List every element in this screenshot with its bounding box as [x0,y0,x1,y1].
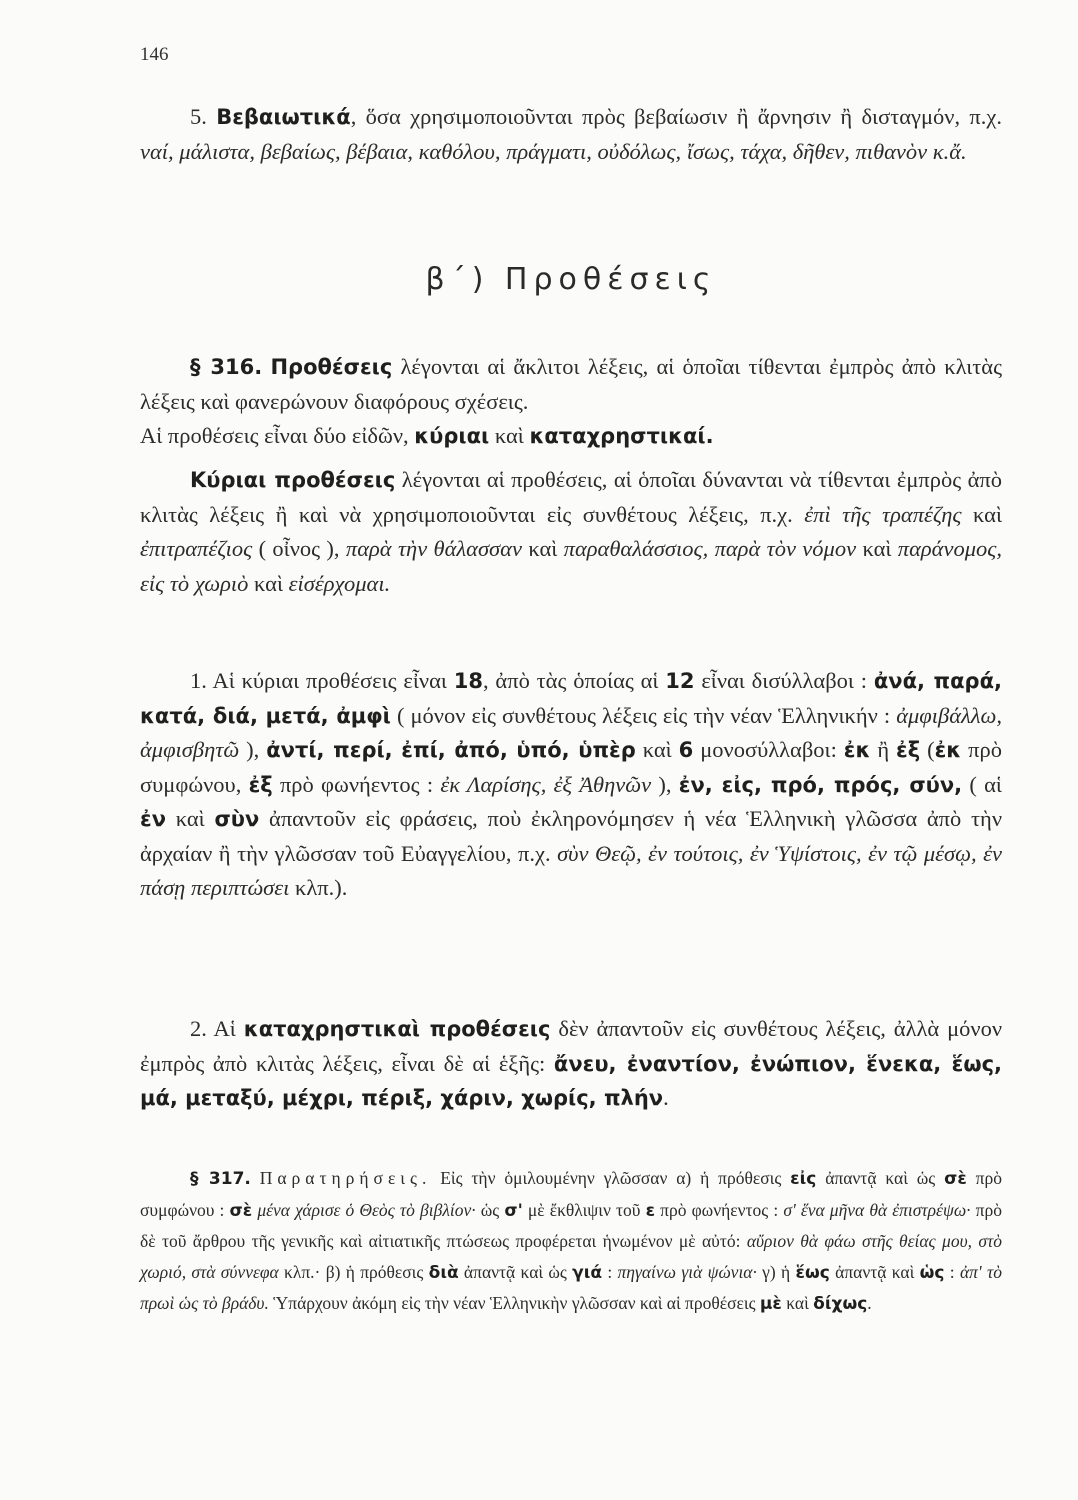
text: ὡς [475,1199,505,1220]
text: ἀπαντᾷ καὶ [829,1261,920,1282]
preposition-bold: δίχως [813,1294,868,1314]
preposition-bold: ἐξ [896,738,921,762]
example-italic: μένα χάρισε ὁ Θεὸς τὸ βιβλίον· [252,1199,476,1220]
text: ἀπαντᾷ καὶ ὡς [458,1261,573,1282]
disyllabic-list: ἀνά, παρά, κατά, διά, μετά, ἀμφὶ [140,669,1002,728]
text: πρὸ φωνήεντος : [655,1199,784,1220]
example-italic: πηγαίνω γιὰ ψώνια· [617,1261,757,1282]
text: ἀπαντᾷ καὶ ὡς [816,1168,945,1188]
text: πρὸ φωνήεντος : [272,771,441,797]
text: . [663,1085,669,1110]
text: ( αἱ [962,771,1002,797]
preposition-bold: εἰς [790,1169,817,1189]
text: κλπ.· β) ἡ πρόθεσις [278,1261,429,1282]
example-italic: ἐκ Λαρίσης, ἐξ Ἀθηνῶν [440,771,652,797]
example-italic: ἐπὶ τῆς τραπέζης [804,501,962,527]
definition-text: , ὅσα χρησιμοποιοῦνται πρὸς βεβαίωσιν ἢ ἄρνησιν ἢ δισταγμόν, π.χ. [350,104,1003,129]
item-number: 5. [190,104,217,129]
text: δὲν ἀπαντοῦν εἰς συνθέτους λέξεις, ἀλλὰ μόνον ἐμπρὸς ἀπὸ κλιτὰς λέξεις, εἶναι δὲ αἱ ἑξῆς: [140,1016,1003,1076]
text: Ὑπάρχουν ἀκόμη εἰς τὴν νέαν Ἑλληνικὴν γλῶσσαν καὶ αἱ προθέσεις [268,1293,760,1313]
paragraph-316 [140,350,1002,454]
section-5-affirmative-adverbs [140,100,1002,169]
text: μονοσύλλαβοι: [693,737,844,762]
page-number: 146 [140,44,169,65]
example-italic: ἀπ' τὸ πρωὶ ὡς τὸ βράδυ. [140,1261,1002,1313]
text: γ) ἡ [756,1261,796,1282]
letter-bold: ε [645,1200,656,1221]
example-italic: σ' ἕνα μῆνα θὰ ἐπιστρέψω· [783,1199,971,1220]
text: , ἀπὸ τὰς ὁποίας αἱ [482,668,666,693]
example-italic: αὔριον θὰ φάω στῆς θείας μου, στὸ χωριό, στὰ σύννεφα [140,1231,1002,1282]
definition-text: λέγονται αἱ ἄκλιτοι λέξεις, αἱ ὁποῖαι τίθενται ἐμπρὸς ἀπὸ κλιτὰς λέξεις καὶ φανερώνουν διαφόρους σχέσεις. [140,354,1003,414]
example-italic: παραθαλάσσιος, παρὰ τὸν νόμον [563,536,857,561]
preposition-bold: σ' [504,1200,523,1221]
text: ), [239,737,267,762]
term-bold: Προθέσεις [270,355,393,379]
preposition-bold: σὲ [944,1169,967,1189]
preposition-bold: γιά [572,1262,603,1283]
text: πρὸ δὲ τοῦ ἄρθρου τῆς γενικῆς καὶ αἰτιατικῆς πτώσεως προφέρεται ἡνωμένον μὲ αὐτό: [140,1199,1002,1251]
example-note: ( οἶνος ), [252,536,346,561]
text: : [602,1261,618,1282]
preposition-bold: ἐκ [843,738,871,762]
text: κλπ.). [289,875,348,900]
text: καὶ [781,1293,814,1313]
number-bold: 12 [665,669,695,693]
definition-text: λέγονται αἱ προθέσεις, αἱ ὁποῖαι δύνανται νὰ τίθενται ἐμπρὸς ἀπὸ κλιτὰς λέξεις ἢ καὶ νὰ χρησιμοποιοῦνται εἰς συνθέτους λέξεις, π.χ. [140,467,1002,527]
text: : [944,1261,960,1282]
preposition-bold: ἕως [795,1262,830,1283]
preposition-list-bold: ἄνευ, ἐναντίον, ἐνώπιον, ἕνεκα, ἕως, μά, μεταξύ, μέχρι, πέριξ, χάριν, χωρίς, πλήν [140,1051,1002,1110]
conjunction: καὶ [521,536,564,561]
example-italic: παράνομος, εἰς τὸ χωριὸ [140,536,1003,596]
examples-italic: ναί, μάλιστα, βεβαίως, βέβαια, καθόλου, πράγματι, οὐδόλως, ἴσως, τάχα, δῆθεν, πιθανὸν κ.ἄ. [140,138,967,164]
text: μὲ ἔκθλιψιν τοῦ [522,1199,646,1220]
text: ἀπαντοῦν εἰς φράσεις, ποὺ ἐκληρονόμησεν ἡ νέα Ἑλληνικὴ γλῶσσα ἀπὸ τὴν ἀρχαίαν ἢ τὴν γλῶσσαν τοῦ Εὐαγγελίου, π.χ. [140,806,1002,866]
disyllabic-list: ἀντί, περί, ἐπί, ἀπό, ὑπό, ὑπὲρ [266,738,636,762]
preposition-bold: ὡς [919,1262,945,1283]
example-italic: ἀμφιβάλλω, ἀμφισβητῶ [140,702,1003,762]
text: . [867,1293,872,1313]
conjunction: καὶ [489,423,530,448]
kind-katachristikai: καταχρηστικαί. [529,424,714,448]
example-italic: εἰσέρχομαι. [288,570,391,596]
conjunction: καὶ [961,501,1002,527]
text: Εἰς τὴν ὁμιλουμένην γλῶσσαν α) ἡ πρόθεσις [431,1168,791,1188]
section-heading: β΄) Προθέσεις [425,262,717,297]
preposition-bold: ἐκ [934,738,962,762]
conjunction: καὶ [856,536,898,561]
text: πρὸ συμφώνου : [140,1168,1003,1220]
section-mark: § 317. [190,1169,251,1189]
text: καὶ [166,806,215,831]
number-bold: 6 [678,738,694,762]
text: εἶναι δισύλλαβοι : [694,668,874,693]
monosyllabic-list: ἐν, εἰς, πρό, πρός, σύν, [678,772,963,797]
preposition-bold: σὲ [229,1200,253,1221]
term-bold: Κύριαι προθέσεις [190,468,396,492]
point-1-kyriai-list [140,664,1002,906]
text: ( μόνον εἰς συνθέτους λέξεις εἰς τὴν νέαν Ἑλληνικήν : [390,702,897,728]
preposition-bold: διὰ [428,1262,459,1283]
text: πρὸ συμφώνου, [140,737,1002,797]
section-mark: § 316. [190,355,263,379]
paragraph-317-notes [140,1163,1002,1320]
conjunction: καὶ [248,570,289,596]
preposition-bold: ἐν [140,807,166,831]
text: 2. Αἱ [190,1016,244,1041]
example-italic: ἐπιτραπέζιος [140,536,253,561]
point-2-katachristikai [140,1012,1002,1116]
text: καὶ [635,737,679,762]
kind-kyriai: κύριαι [414,424,490,448]
number-bold: 18 [453,669,483,693]
term-bold: καταχρηστικαὶ προθέσεις [243,1017,551,1041]
text: 1. Αἱ κύριαι προθέσεις εἶναι [190,668,454,693]
paragraph-kyriai [140,463,1002,601]
preposition-bold: μὲ [759,1294,782,1314]
text: ), [651,771,679,797]
notes-title: Παρατηρήσεις. [259,1168,432,1188]
text: ( [920,737,935,762]
preposition-bold: ἐξ [248,772,273,797]
kinds-intro: Αἱ προθέσεις εἶναι δύο εἰδῶν, [140,423,415,448]
example-italic: παρὰ τὴν θάλασσαν [345,536,522,561]
example-italic: σὺν Θεῷ, ἐν τούτοις, ἐν Ὑψίστοις, ἐν τῷ μέσῳ, ἐν πάσῃ περιπτώσει [140,840,1002,900]
text: ἢ [870,737,897,762]
preposition-bold: σὺν [214,807,260,831]
term-bold: Βεβαιωτικά [216,105,351,129]
